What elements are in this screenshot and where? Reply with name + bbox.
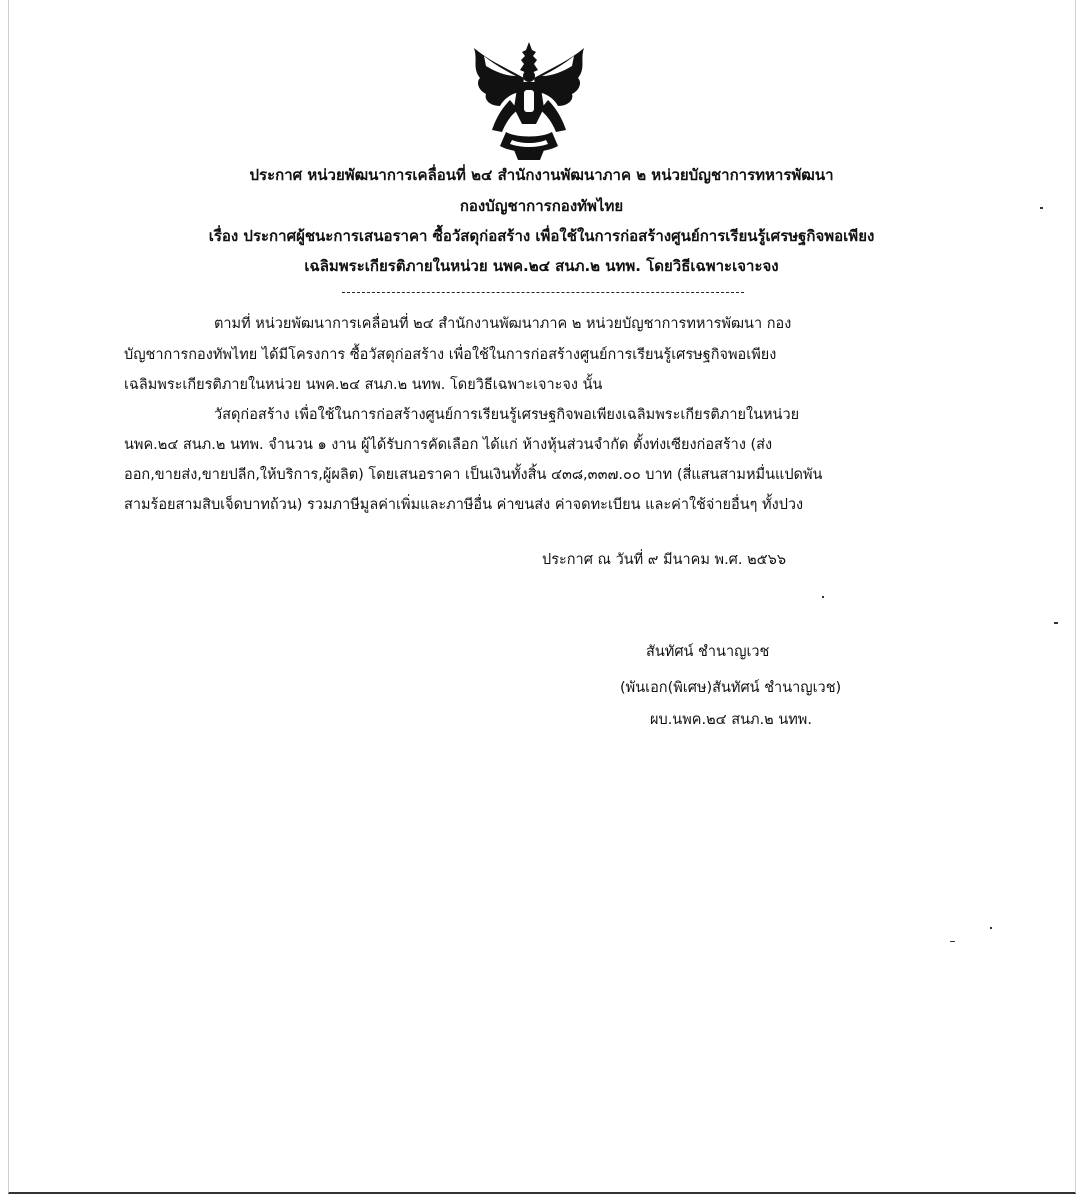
paragraph-1-line-3: เฉลิมพระเกียรติภายในหน่วย นพค.๒๔ สนภ.๒ นทพ. โดยวิธีเฉพาะเจาะจง นั้น	[124, 377, 603, 393]
scan-speck	[990, 927, 992, 929]
garuda-emblem-icon	[466, 38, 592, 162]
scan-speck	[1054, 622, 1058, 624]
paragraph-2-line-3: ออก,ขายส่ง,ขายปลีก,ให้บริการ,ผู้ผลิต) โดยเสนอราคา เป็นเงินทั้งสิ้น ๔๓๘,๓๓๗.๐๐ บาท (สี่แสนสามหมื่นแปดพัน	[124, 467, 823, 483]
paragraph-2-line-4: สามร้อยสามสิบเจ็ดบาทถ้วน) รวมภาษีมูลค่าเพิ่มและภาษีอื่น ค่าขนส่ง ค่าจดทะเบียน และค่าใช้จ่ายอื่นๆ ทั้งปวง	[124, 497, 804, 513]
paragraph-1-line-1: ตามที่ หน่วยพัฒนาการเคลื่อนที่ ๒๔ สำนักงานพัฒนาภาค ๒ หน่วยบัญชาการทหารพัฒนา กอง	[214, 316, 792, 332]
scan-speck	[950, 941, 955, 942]
header-divider	[342, 292, 744, 293]
paragraph-1-line-2: บัญชาการกองทัพไทย ได้มีโครงการ ซื้อวัสดุก่อสร้าง เพื่อใช้ในการก่อสร้างศูนย์การเรียนรู้เศรษฐกิจพอเพียง	[124, 347, 777, 363]
announcement-subject-line-1: เรื่อง ประกาศผู้ชนะการเสนอราคา ซื้อวัสดุก่อสร้าง เพื่อใช้ในการก่อสร้างศูนย์การเรียนรู้เศรษฐกิจพอเพียง	[208, 227, 875, 245]
scan-speck	[822, 596, 824, 598]
scan-speck	[1040, 207, 1043, 209]
signature-name: สันทัศน์ ชำนาญเวช	[646, 644, 770, 660]
signature-position: ผบ.นพค.๒๔ สนภ.๒ นทพ.	[650, 712, 812, 728]
paragraph-2-line-1: วัสดุก่อสร้าง เพื่อใช้ในการก่อสร้างศูนย์การเรียนรู้เศรษฐกิจพอเพียงเฉลิมพระเกียรติภายในหน่วย	[214, 407, 800, 423]
announcement-date: ประกาศ ณ วันที่ ๙ มีนาคม พ.ศ. ๒๕๖๖	[542, 552, 787, 568]
announcement-heading-line-1: ประกาศ หน่วยพัฒนาการเคลื่อนที่ ๒๔ สำนักงานพัฒนาภาค ๒ หน่วยบัญชาการทหารพัฒนา	[249, 166, 834, 184]
signature-full-rank-name: (พันเอก(พิเศษ)สันทัศน์ ชำนาญเวช)	[620, 680, 842, 696]
paragraph-2-line-2: นพค.๒๔ สนภ.๒ นทพ. จำนวน ๑ งาน ผู้ได้รับการคัดเลือก ได้แก่ ห้างหุ้นส่วนจำกัด ตั้งท่งเซียงก่อสร้าง (ส่ง	[124, 437, 773, 453]
announcement-subject-line-2: เฉลิมพระเกียรติภายในหน่วย นพค.๒๔ สนภ.๒ นทพ. โดยวิธีเฉพาะเจาะจง	[304, 257, 779, 275]
announcement-heading-line-2: กองบัญชาการกองทัพไทย	[459, 197, 624, 215]
